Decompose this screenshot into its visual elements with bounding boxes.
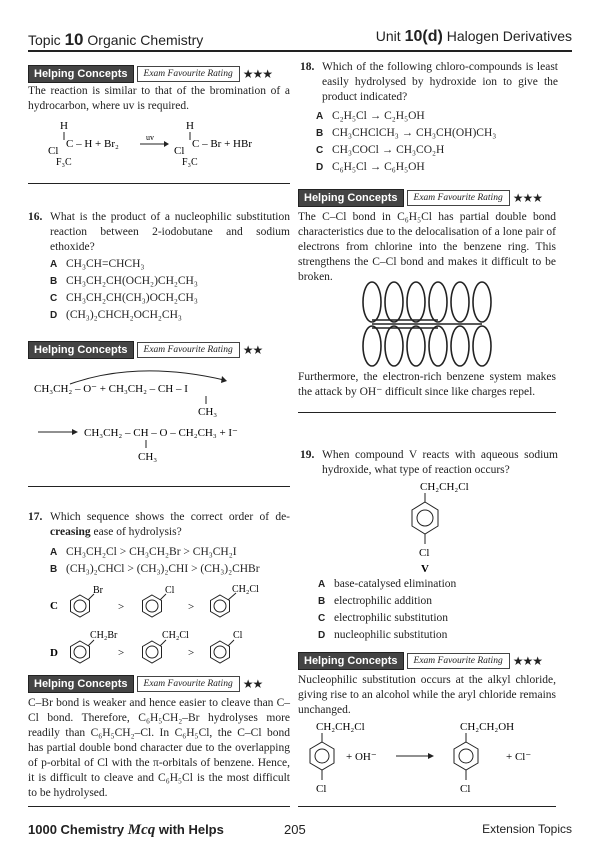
star-rating: ★★★ [512,653,542,668]
topic-header [28,30,203,50]
helping-concepts-box: Helping Concepts Exam Favourite Rating ★★★ [298,653,542,669]
svg-text:>: > [118,647,125,659]
divider [298,412,556,413]
svg-text:Cl: Cl [316,783,327,795]
benzene-ring [143,641,162,663]
helping-concepts-box: Helping Concepts Exam Favourite Rating ★★ [28,676,262,692]
eq-cl-right: Cl [174,145,185,157]
orbital-diagram [350,280,500,368]
mech-line-2: CH₃CH₂ – CH – O – CH₂CH₃ + I⁻ [84,427,238,439]
option-d: D (CH₃)₂CHCH₂OCH₂CH₃ [50,309,182,321]
question-number: 16. [28,211,43,223]
question-17: 17. Which sequence shows the correct order of de-creasing ease of hydrolysis? [28,511,290,538]
hc1-text: The reaction is similar to that of the bromination of a hydrocarbon, where uv is required. [28,85,290,112]
option-a: A C₂H₅Cl → C₂H₅OH [316,110,425,122]
svg-text:Cl: Cl [233,630,243,641]
q16-mechanism [28,362,290,472]
q17-options-cd [44,580,290,674]
hc18-text-1: The C–Cl bond in C₆H₅Cl has partial double bond characteristics due to the delocalisation of a lone pair of electrons from chlorine into the benzene ring. This strengthens the C–Cl bond and makes it difficult to be broken. [298,211,556,283]
topic-name: Organic Chemistry [87,32,204,48]
unit-name: Halogen Derivatives [446,28,572,44]
mech-line-1: CH₃CH₂ – O⁻ + CH₃CH₂ – CH – I [34,383,188,395]
helping-concepts-label: Helping Concepts [28,65,134,83]
star-rating: ★★★ [242,66,272,81]
option-b: B CH₃CHClCH₃ → CH₃CH(OH)CH₃ [316,127,497,139]
footer-book-title: 1000 Chemistry Mcq with Helps [28,822,224,838]
svg-text:Cl: Cl [460,783,471,795]
topic-prefix: Topic [28,32,61,48]
question-number: 17. [28,511,43,523]
option-a: A CH₃CH=CHCH₃ [50,258,145,270]
q19-options [318,576,558,644]
eq-f3c-left: F₃C [56,157,72,168]
svg-text:CH₂CH₂OH: CH₂CH₂OH [460,721,515,733]
helping-concepts-box: Helping Concepts Exam Favourite Rating ★★★ [298,190,542,206]
compound-v-structure [380,478,500,576]
benzene-ring [310,742,334,770]
star-rating: ★★ [242,676,263,691]
q17-options-ab [50,544,290,578]
benzene-ring [454,742,478,770]
divider [28,183,290,184]
hc1-equation [28,118,290,168]
option-c: C electrophilic substitution [318,612,449,624]
eq-h-left: H [60,120,68,132]
benzene-ring [143,595,162,617]
q18-options [316,108,556,176]
benzene-ring [211,595,230,617]
unit-header [376,28,572,46]
hc18-text-2: Furthermore, the electron-rich benzene system makes the attack by OH⁻ difficult since like charges repel. [298,371,556,398]
svg-text:Br: Br [93,585,103,596]
svg-text:>: > [188,601,195,613]
divider [28,806,290,807]
svg-text:>: > [188,647,195,659]
q19-equation [300,718,558,804]
mech-ch3-1: CH₃ [198,406,218,418]
svg-text:CH₂Cl: CH₂Cl [232,584,259,595]
option-c: C CH₃CH₂CH(CH₃)OCH₂CH₃ [50,292,198,304]
compound-label: V [421,563,429,575]
eq-cl-left: Cl [48,145,59,157]
option-b: B CH₃CH₂CH(OCH₂)CH₂CH₃ [50,275,198,287]
divider [28,486,290,487]
svg-text:CH₂Br: CH₂Br [90,630,118,641]
mech-ch3-2: CH₃ [138,451,158,463]
eq-uv: uv [146,133,154,142]
compound-v-top: CH₂CH₂Cl [420,481,469,493]
question-19 [300,448,558,478]
option-d: D nucleophilic substitution [318,629,448,641]
svg-text:CH₂Cl: CH₂Cl [162,630,189,641]
eq-right-text: C – Br + HBr [192,138,252,150]
divider [298,806,556,807]
svg-text:+ OH⁻: + OH⁻ [346,751,377,763]
eq-h-right: H [186,120,194,132]
svg-text:CH₂CH₂Cl: CH₂CH₂Cl [316,721,365,733]
question-18 [300,60,558,105]
option-d-letter: D [50,647,58,659]
question-text: Which of the following chloro-compounds is least easily hydrolysed by hydroxide ion to give the product indicated? [322,61,558,103]
rating-label: Exam Favourite Rating [137,66,240,82]
option-a: A base-catalysed elimination [318,578,457,590]
arrow-head [164,141,169,147]
benzene-ring [211,641,230,663]
option-a: A CH₃CH₂Cl > CH₃CH₂Br > CH₃CH₂I [50,546,237,558]
option-c: C CH₃COCl → CH₃CO₂H [316,144,445,156]
benzene-ring [71,641,90,663]
question-text: What is the product of a nucleophilic substitution reaction between 2-iodobutane and sodium ethoxide? [50,211,290,253]
unit-prefix: Unit [375,28,401,44]
benzene-ring [71,595,90,617]
svg-text:+ Cl⁻: + Cl⁻ [506,751,532,763]
q16-options [50,256,290,324]
question-number: 18. [300,61,315,73]
question-16 [28,210,290,255]
option-d: D C₆H₅Cl → C₆H₅OH [316,161,425,173]
footer-section: Extension Topics [482,822,572,836]
eq-f3c-right: F₃C [182,157,198,168]
page-number: 205 [284,822,306,837]
star-rating: ★★ [242,342,263,357]
svg-text:Cl: Cl [165,585,175,596]
topic-number: 10 [64,30,84,49]
option-b: B (CH₃)₂CHCl > (CH₃)₂CHI > (CH₃)₂CHBr [50,563,260,575]
unit-number: 10(d) [404,28,443,45]
helping-concepts-box: Helping Concepts Exam Favourite Rating ★★ [28,342,262,358]
question-text: When compound V reacts with aqueous sodium hydroxide, what type of reaction occurs? [322,449,558,476]
option-c-letter: C [50,600,58,612]
eq-left-text: C – H + Br₂ [66,138,119,150]
star-rating: ★★★ [512,190,542,205]
hc19-text: Nucleophilic substitution occurs at the alkyl chloride, giving rise to an alcohol while the aryl chloride remains unchanged. [298,674,556,716]
hc17-text: C–Br bond is weaker and hence easier to cleave than C–Cl bond. Therefore, C₆H₅CH₂–Br hydrolyses more readily than C₆H₅CH₂–Cl. In C₆H₅Cl, the C–Cl bond has partial double bond character due to the overlapping of p-orbital of Cl with the π-orbitals of benzene. Hence, it is difficult to cleave and C₆H₅Cl is the most difficult to be hydrolysed. [28,697,290,799]
compound-v-cl: Cl [419,547,430,559]
question-number: 19. [300,449,315,461]
helping-concepts-box [28,66,272,82]
svg-text:>: > [118,601,125,613]
header-rule [28,50,572,52]
benzene-ring [412,502,438,534]
option-b: B electrophilic addition [318,595,433,607]
